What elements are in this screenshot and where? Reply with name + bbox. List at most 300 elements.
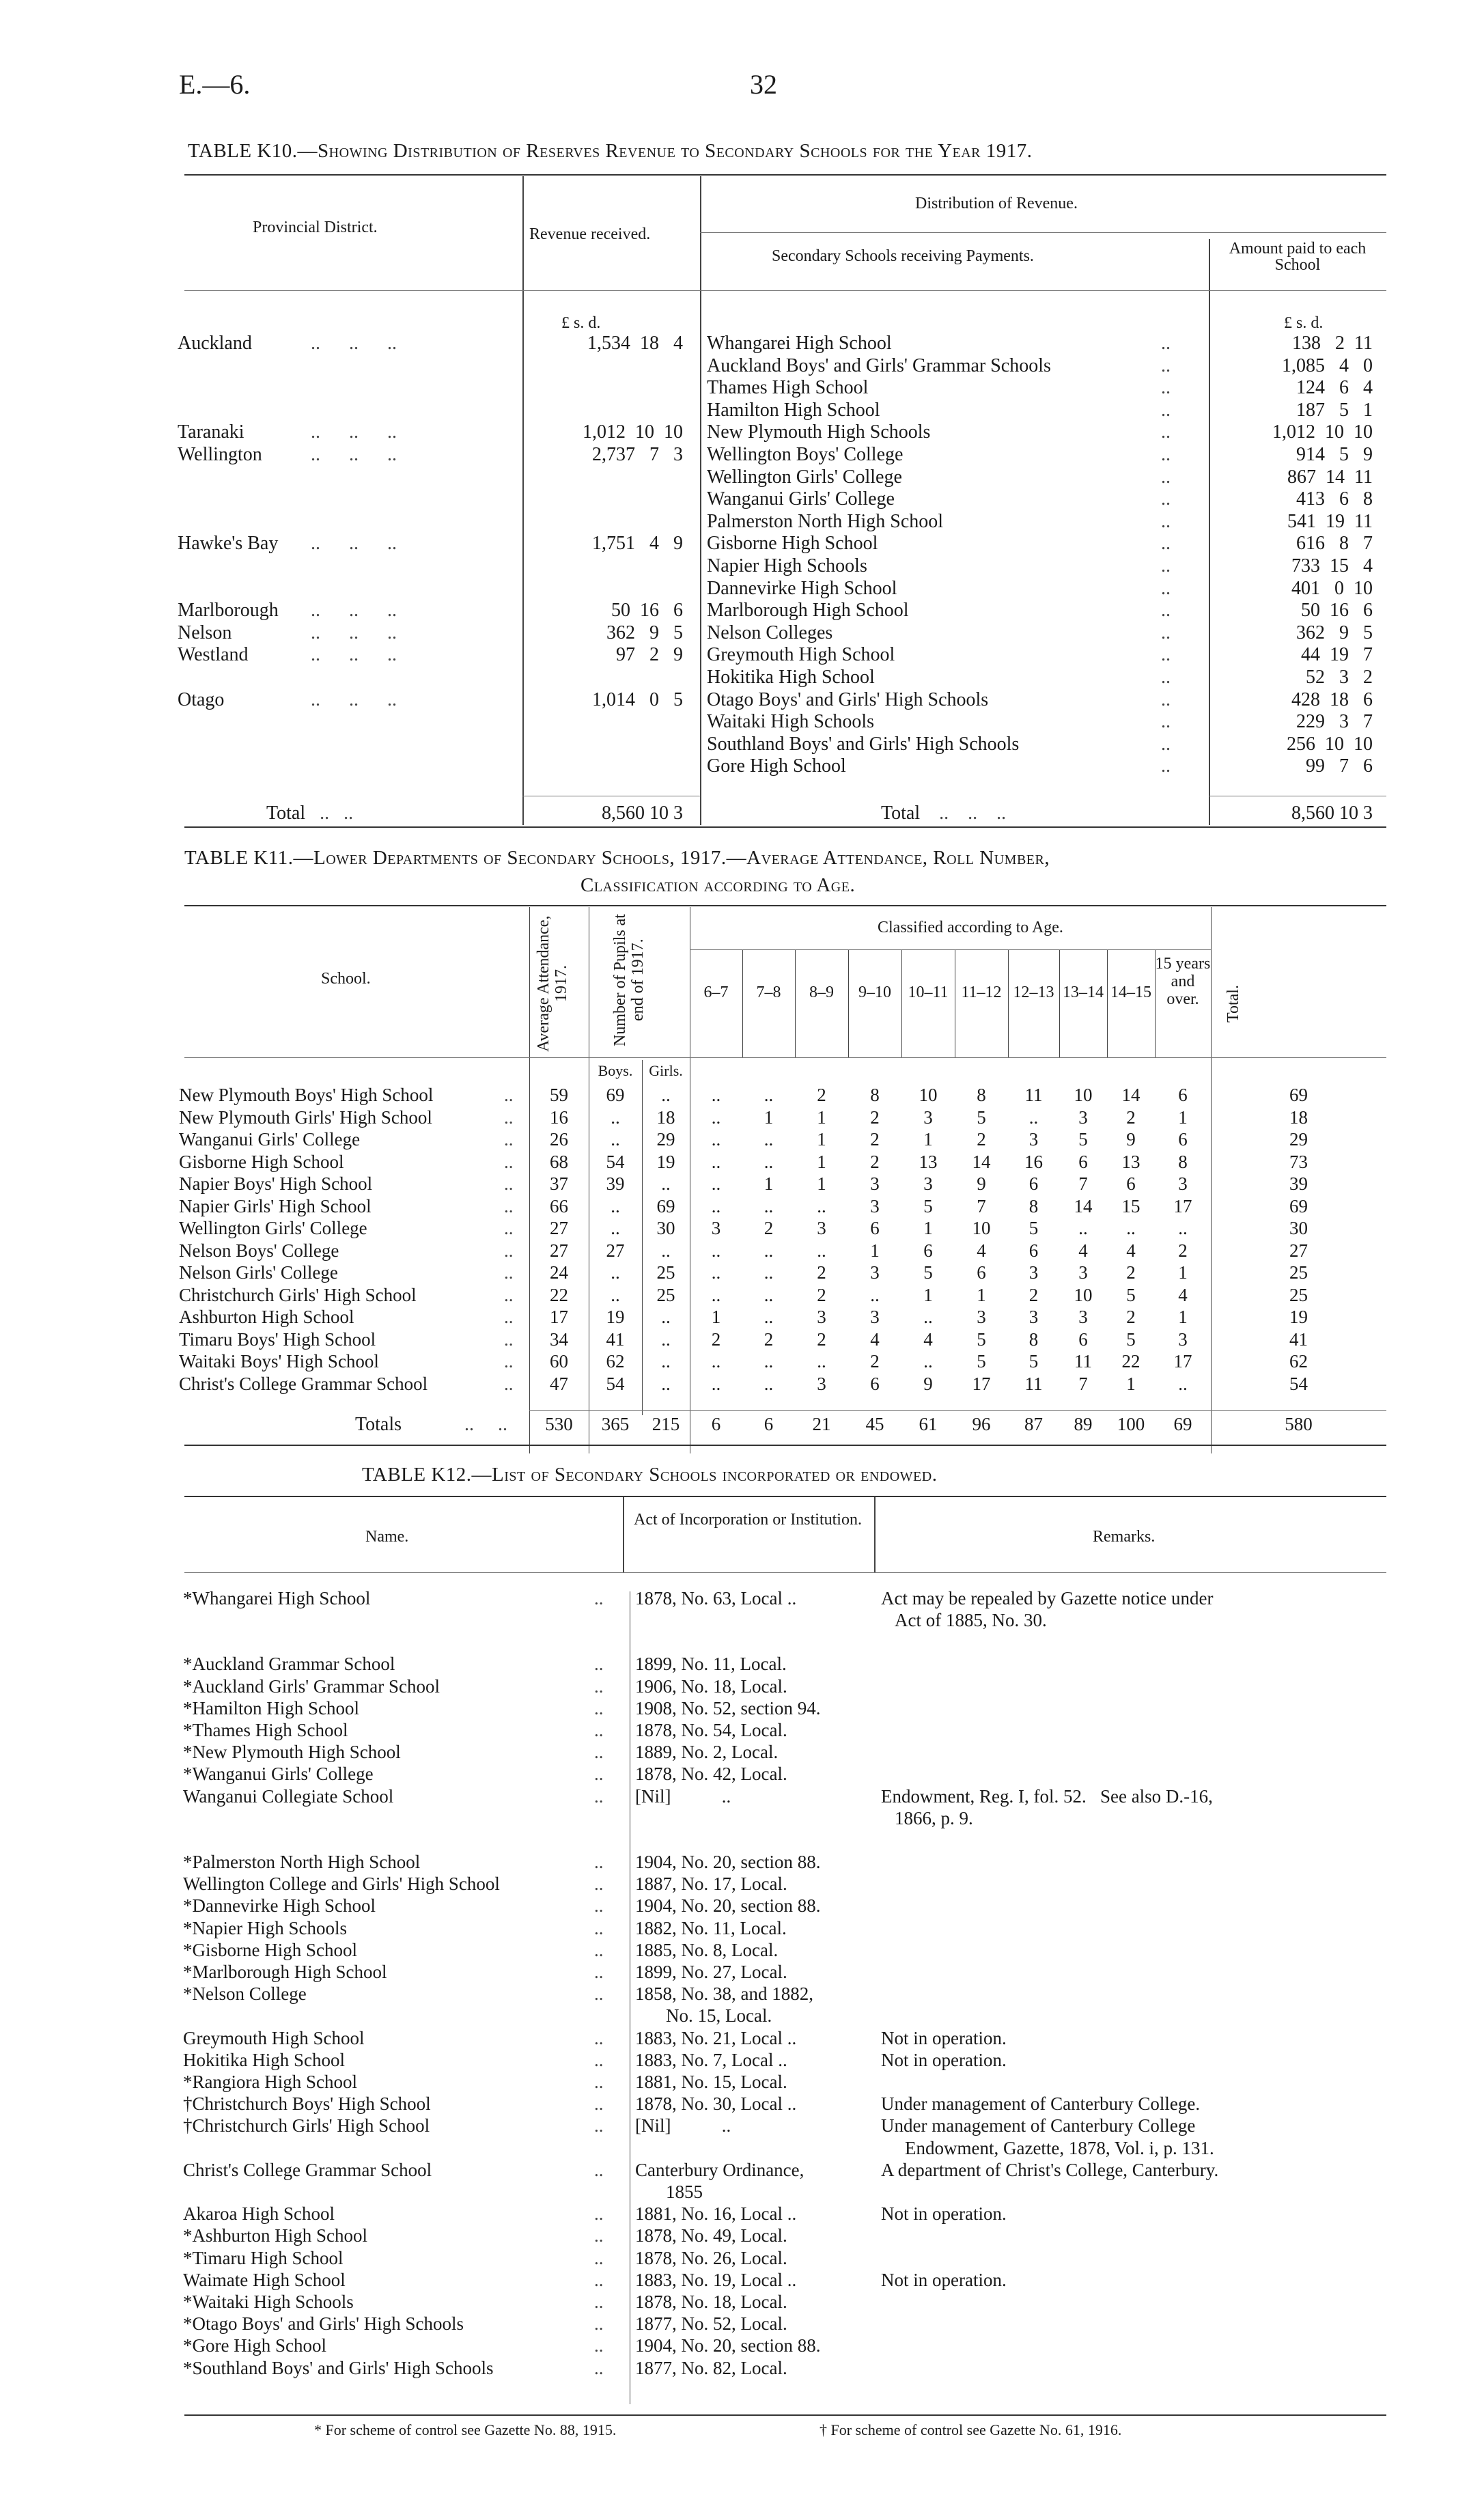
k11-age-value: 5	[1078, 1129, 1088, 1150]
k12-leader-dots: ..	[594, 2049, 604, 2070]
k11-age-value: ..	[764, 1240, 774, 1261]
k10-school-amount: 44 19 7	[1301, 644, 1373, 666]
k11-age-value: ..	[711, 1195, 721, 1216]
k11-age-value: 1	[1126, 1373, 1136, 1394]
k12-act: 1908, No. 52, section 94.	[635, 1697, 821, 1718]
k10-school-name: Wanganui Girls' College	[707, 488, 895, 510]
k12-leader-dots: ..	[594, 1785, 604, 1807]
k12-leader-dots: ..	[594, 2313, 604, 2335]
k11-avg: 59	[550, 1085, 568, 1105]
k11-age-value: ..	[711, 1129, 721, 1150]
k12-school-name: †Christchurch Boys' High School	[183, 2093, 431, 2115]
k11-girls: 30	[656, 1218, 675, 1238]
k11-header-age: 13–14	[1063, 984, 1104, 1001]
k12-remark: Not in operation.	[881, 2027, 1007, 2048]
k11-boys: ..	[611, 1106, 620, 1128]
k10-school-amount: 1,085 4 0	[1282, 354, 1373, 376]
k10-district-revenue: 1,012 10 10	[583, 421, 683, 443]
k12-remark: Act of 1885, No. 30.	[895, 1610, 1047, 1631]
k11-total: 29	[1289, 1129, 1308, 1150]
k11-age-value: ..	[764, 1262, 774, 1283]
k11-age-value: 2	[764, 1328, 774, 1350]
k10-school-amount: 99 7 6	[1306, 755, 1373, 777]
k11-girls: ..	[661, 1240, 671, 1261]
k12-remark: A department of Christ's College, Canterbury.	[881, 2159, 1219, 2180]
k10-school-name: Napier High Schools	[707, 555, 867, 576]
k10-header-schools: Secondary Schools receiving Payments.	[772, 247, 1034, 265]
k11-age-value: 3	[977, 1307, 986, 1327]
k11-age-value: 2	[870, 1351, 880, 1371]
k12-remark: Under management of Canterbury College.	[881, 2093, 1201, 2115]
k10-district-name: Nelson	[178, 622, 232, 643]
k12-act: 1878, No. 42, Local.	[635, 1764, 787, 1785]
k11-age-value: 1	[764, 1106, 774, 1128]
k11-age-value: 2	[817, 1262, 826, 1283]
k11-total: 54	[1289, 1373, 1308, 1394]
k11-school-name: Wanganui Girls' College	[179, 1129, 361, 1150]
k12-leader-dots: ..	[594, 1742, 604, 1763]
k11-age-value: ..	[711, 1284, 721, 1305]
k11-age-value: ..	[1178, 1218, 1188, 1238]
k11-leader-dots: ..	[504, 1262, 514, 1283]
k11-age-value: ..	[923, 1351, 933, 1371]
k12-act: 1878, No. 63, Local ..	[635, 1588, 797, 1608]
k11-age-value: 3	[817, 1218, 826, 1238]
k12-school-name: Akaroa High School	[183, 2203, 335, 2225]
k12-act: 1883, No. 7, Local ..	[635, 2049, 787, 2070]
k11-totals-avg: 530	[545, 1414, 573, 1434]
k12-school-name: †Christchurch Girls' High School	[183, 2115, 430, 2136]
k12-act: 1878, No. 26, Local.	[635, 2247, 787, 2268]
k11-girls: ..	[661, 1351, 671, 1371]
k11-age-value: 2	[817, 1328, 826, 1350]
k11-age-col-rule	[848, 949, 849, 1057]
k12-school-name: *Whangarei High School	[183, 1588, 371, 1608]
k10-district-leader-dots: .. .. ..	[311, 533, 397, 555]
k10-school-amount: 124 6 4	[1296, 377, 1373, 399]
k11-age-value: ..	[711, 1151, 721, 1172]
k11-school-name: Waitaki Boys' High School	[179, 1351, 379, 1371]
k11-age-value: 1	[870, 1240, 880, 1261]
k11-total: 27	[1289, 1240, 1308, 1261]
k11-age-value: 17	[1173, 1351, 1192, 1371]
k10-school-name: Dannevirke High School	[707, 577, 897, 599]
k11-age-value: 11	[1074, 1351, 1092, 1371]
k12-leader-dots: ..	[594, 1939, 604, 1960]
k10-school-amount: 229 3 7	[1296, 711, 1373, 733]
k11-school-name: New Plymouth Girls' High School	[179, 1106, 432, 1128]
k11-age-value: 3	[870, 1195, 880, 1216]
k11-age-value: 8	[1178, 1151, 1188, 1172]
page-number: 32	[750, 69, 777, 100]
page-ref: E.—6.	[179, 69, 251, 100]
k10-school-amount: 914 5 9	[1296, 444, 1373, 465]
k11-age-value: 2	[1028, 1284, 1039, 1305]
k10-revenue-currency: £ s. d.	[561, 314, 601, 332]
k10-school-amount: 541 19 11	[1287, 510, 1373, 532]
k11-header-girls: Girls.	[649, 1062, 683, 1079]
k11-age-value: 1	[923, 1129, 933, 1150]
k11-avg: 26	[550, 1129, 568, 1150]
k12-leader-dots: ..	[594, 1764, 604, 1785]
k11-age-value: 8	[1028, 1328, 1039, 1350]
k11-age-value: 6	[923, 1240, 933, 1261]
k11-girls: 25	[656, 1284, 675, 1305]
k12-act: 1858, No. 38, and 1882,	[635, 1983, 813, 2005]
k11-age-value: 6	[1028, 1173, 1039, 1194]
k12-leader-dots: ..	[594, 2072, 604, 2092]
k11-school-name: Gisborne High School	[179, 1151, 344, 1172]
k10-title: TABLE K10.—Showing Distribution of Reserves Revenue to Secondary Schools for the Year 1917.	[188, 140, 1033, 162]
k11-boys: ..	[611, 1218, 620, 1238]
k10-district-revenue: 2,737 7 3	[592, 444, 683, 465]
k11-boys: 62	[606, 1351, 625, 1371]
k11-school-name: Napier Girls' High School	[179, 1195, 372, 1216]
k12-school-name: *Southland Boys' and Girls' High Schools	[183, 2357, 494, 2378]
k10-school-name: Nelson Colleges	[707, 622, 833, 643]
k11-age-value: ..	[817, 1195, 826, 1216]
k11-school-name: Ashburton High School	[179, 1307, 354, 1327]
k11-age-value: 4	[1178, 1284, 1188, 1305]
k11-age-value: 3	[1078, 1307, 1088, 1327]
k11-age-value: 11	[1024, 1373, 1043, 1394]
k11-age-value: ..	[764, 1151, 774, 1172]
k10-school-name: Wellington Boys' College	[707, 444, 904, 465]
k10-total-amount: 8,560 10 3	[1291, 803, 1373, 824]
k11-age-value: ..	[764, 1284, 774, 1305]
k12-leader-dots: ..	[594, 2115, 604, 2136]
k11-school-name: Christ's College Grammar School	[179, 1373, 428, 1394]
k11-age-value: ..	[764, 1195, 774, 1216]
k12-remark: Not in operation.	[881, 2203, 1007, 2225]
k11-school-name: Napier Boys' High School	[179, 1173, 373, 1194]
k10-school-leader-dots: ..	[1161, 667, 1171, 688]
k12-leader-dots: ..	[594, 1895, 604, 1917]
k10-school-name: Gore High School	[707, 755, 846, 777]
k11-avg: 16	[550, 1106, 568, 1128]
k11-age-value: 6	[1126, 1173, 1136, 1194]
k10-header-distribution: Distribution of Revenue.	[915, 195, 1078, 212]
k11-avg: 47	[550, 1373, 568, 1394]
k10-district-name: Wellington	[178, 444, 262, 465]
k11-leader-dots: ..	[504, 1106, 514, 1128]
k12-remark: Act may be repealed by Gazette notice under	[881, 1588, 1214, 1608]
k12-school-name: *Auckland Girls' Grammar School	[183, 1675, 440, 1697]
k12-act: 1878, No. 49, Local.	[635, 2225, 787, 2246]
k11-age-value: 2	[1126, 1307, 1136, 1327]
k11-school-name: Nelson Girls' College	[179, 1262, 338, 1283]
k12-school-name: *Thames High School	[183, 1720, 348, 1740]
k11-header-age: 11–12	[961, 984, 1002, 1001]
k10-district-revenue: 362 9 5	[606, 622, 683, 643]
k11-age-value: 6	[870, 1218, 880, 1238]
k11-age-value: 4	[1078, 1240, 1088, 1261]
k10-school-leader-dots: ..	[1161, 533, 1171, 555]
k11-age-value: 14	[972, 1151, 991, 1172]
k11-age-value: ..	[764, 1129, 774, 1150]
k12-act: 1889, No. 2, Local.	[635, 1742, 779, 1763]
k11-title-line1: TABLE K11.—Lower Departments of Secondary Schools, 1917.—Average Attendance, Roll Number,	[184, 847, 1050, 869]
k12-leader-dots: ..	[594, 2027, 604, 2048]
k11-age-value: 3	[1078, 1106, 1088, 1128]
k12-leader-dots: ..	[594, 2225, 604, 2246]
k11-age-value: 7	[1078, 1173, 1088, 1194]
k10-school-amount: 413 6 8	[1296, 488, 1373, 510]
k12-school-name: *Gisborne High School	[183, 1939, 357, 1960]
k12-school-name: *Auckland Grammar School	[183, 1654, 395, 1675]
k12-act: 1883, No. 21, Local ..	[635, 2027, 797, 2048]
k12-leader-dots: ..	[594, 1720, 604, 1740]
k11-girls: 25	[656, 1262, 675, 1283]
k11-age-value: 10	[1074, 1284, 1093, 1305]
k10-header-revenue: Revenue received.	[529, 225, 651, 243]
k12-leader-dots: ..	[594, 1917, 604, 1938]
k11-boys: 54	[606, 1151, 625, 1172]
k11-school-name: Wellington Girls' College	[179, 1218, 367, 1238]
k10-school-amount: 616 8 7	[1296, 533, 1373, 555]
k11-title-line2: Classification according to Age.	[580, 874, 856, 896]
k11-age-value: 5	[1028, 1218, 1039, 1238]
k11-totals-age: 21	[812, 1414, 831, 1434]
k11-age-value: 1	[711, 1307, 721, 1327]
k11-classified-rule	[690, 949, 1211, 950]
k12-school-name: *Hamilton High School	[183, 1697, 359, 1718]
k12-leader-dots: ..	[594, 2269, 604, 2290]
k11-age-value: 13	[919, 1151, 938, 1172]
k12-act: 1877, No. 82, Local.	[635, 2357, 787, 2378]
k11-age-value: 6	[977, 1262, 986, 1283]
k10-district-name: Auckland	[178, 333, 252, 354]
k11-header-school: School.	[321, 970, 371, 988]
k11-bottom-rule	[184, 1445, 1386, 1446]
k11-age-value: 6	[870, 1373, 880, 1394]
k11-age-value: ..	[764, 1373, 774, 1394]
k10-school-leader-dots: ..	[1161, 333, 1171, 354]
k11-age-value: 7	[977, 1195, 986, 1216]
k11-leader-dots: ..	[504, 1151, 514, 1172]
k11-school-name: Timaru Boys' High School	[179, 1328, 376, 1350]
k11-girls: 19	[656, 1151, 675, 1172]
k11-age-value: 4	[977, 1240, 986, 1261]
k11-age-value: ..	[817, 1351, 826, 1371]
k11-boys: 69	[606, 1085, 625, 1105]
k10-district-name: Otago	[178, 688, 225, 710]
k11-header-num: Number of Pupils at end of 1917.	[611, 914, 647, 1046]
k12-act: Canterbury Ordinance,	[635, 2159, 804, 2180]
k11-age-value: 10	[972, 1218, 991, 1238]
k12-school-name: *Waitaki High Schools	[183, 2292, 354, 2312]
k10-school-name: Hamilton High School	[707, 399, 880, 421]
k11-header-boys: Boys.	[598, 1062, 633, 1079]
k11-total: 73	[1289, 1151, 1308, 1172]
k11-age-value: 16	[1024, 1151, 1043, 1172]
k12-act: [Nil] ..	[635, 2115, 731, 2136]
k12-act: 1881, No. 16, Local ..	[635, 2203, 797, 2225]
k11-leader-dots: ..	[504, 1218, 514, 1238]
k11-age-value: 3	[817, 1373, 826, 1394]
k11-leader-dots: ..	[504, 1129, 514, 1150]
k11-age-value: 2	[1126, 1106, 1136, 1128]
k10-school-name: Gisborne High School	[707, 533, 878, 555]
k11-leader-dots: ..	[504, 1195, 514, 1216]
k12-school-name: Greymouth High School	[183, 2027, 365, 2048]
k11-total: 30	[1289, 1218, 1308, 1238]
k11-total: 18	[1289, 1106, 1308, 1128]
k11-leader-dots: ..	[504, 1328, 514, 1350]
k11-age-value: 5	[1126, 1284, 1136, 1305]
k10-district-leader-dots: .. .. ..	[311, 600, 397, 622]
k11-age-value: 1	[817, 1173, 826, 1194]
k12-school-name: Waimate High School	[183, 2269, 346, 2290]
k11-age-value: 1	[1178, 1262, 1188, 1283]
k11-boys: ..	[611, 1129, 620, 1150]
k11-leader-dots: ..	[504, 1085, 514, 1105]
k11-avg: 34	[550, 1328, 568, 1350]
k11-school-name: New Plymouth Boys' High School	[179, 1085, 434, 1105]
k10-school-amount: 187 5 1	[1296, 399, 1373, 421]
k12-remark: 1866, p. 9.	[895, 1807, 973, 1828]
k11-total: 25	[1289, 1262, 1308, 1283]
k10-school-name: Otago Boys' and Girls' High Schools	[707, 688, 989, 710]
k11-age-value: 1	[923, 1218, 933, 1238]
k12-act: No. 15, Local.	[666, 2005, 772, 2027]
k10-district-leader-dots: .. .. ..	[311, 444, 397, 465]
k10-school-name: New Plymouth High Schools	[707, 421, 931, 443]
k11-header-age: 9–10	[858, 984, 891, 1001]
k10-school-leader-dots: ..	[1161, 488, 1171, 510]
k12-header-name: Name.	[365, 1528, 409, 1546]
k11-boys: 27	[606, 1240, 625, 1261]
k11-age-value: ..	[1028, 1106, 1039, 1128]
k12-act: 1881, No. 15, Local.	[635, 2072, 787, 2092]
k11-school-name: Christchurch Girls' High School	[179, 1284, 417, 1305]
k12-leader-dots: ..	[594, 1874, 604, 1895]
k10-school-name: Hokitika High School	[707, 667, 875, 688]
k12-act: 1904, No. 20, section 88.	[635, 1895, 821, 1917]
k11-age-value: 9	[1126, 1129, 1136, 1150]
k10-district-revenue: 97 2 9	[616, 644, 683, 666]
k10-school-amount: 50 16 6	[1301, 600, 1373, 622]
k11-age-value: 1	[977, 1284, 986, 1305]
k10-district-name: Marlborough	[178, 600, 279, 622]
k10-school-leader-dots: ..	[1161, 399, 1171, 421]
k10-school-leader-dots: ..	[1161, 755, 1171, 777]
k10-school-name: Auckland Boys' and Girls' Grammar Schools	[707, 354, 1051, 376]
k11-girls: ..	[661, 1328, 671, 1350]
k11-totals-age: 6	[764, 1414, 774, 1434]
k11-totals-age: 45	[865, 1414, 884, 1434]
k11-age-value: ..	[711, 1173, 721, 1194]
k11-age-value: 4	[870, 1328, 880, 1350]
k12-act: 1883, No. 19, Local ..	[635, 2269, 797, 2290]
k12-act: 1885, No. 8, Local.	[635, 1939, 779, 1960]
k11-total: 25	[1289, 1284, 1308, 1305]
k10-school-leader-dots: ..	[1161, 688, 1171, 710]
k11-boys: 39	[606, 1173, 625, 1194]
k11-avg: 24	[550, 1262, 568, 1283]
k11-avg: 66	[550, 1195, 568, 1216]
k11-total: 39	[1289, 1173, 1308, 1194]
k11-school-name: Nelson Boys' College	[179, 1240, 339, 1261]
k11-avg: 60	[550, 1351, 568, 1371]
k11-header-bottom-rule	[184, 1057, 1386, 1058]
k12-school-name: *Marlborough High School	[183, 1962, 387, 1982]
k11-age-value: 2	[977, 1129, 986, 1150]
k11-totals-dots: .. ..	[464, 1414, 507, 1435]
k10-school-name: Waitaki High Schools	[707, 711, 875, 733]
k11-totals-age: 87	[1024, 1414, 1043, 1434]
k11-girls: ..	[661, 1373, 671, 1394]
k10-school-amount: 401 0 10	[1291, 577, 1373, 599]
k11-avg: 22	[550, 1284, 568, 1305]
k11-age-value: 1	[764, 1173, 774, 1194]
k12-school-name: *Otago Boys' and Girls' High Schools	[183, 2313, 464, 2335]
k11-totals-rule	[529, 1410, 1386, 1411]
k12-header-act: Act of Incorporation or Institution.	[634, 1511, 862, 1529]
k10-school-amount: 362 9 5	[1296, 622, 1373, 643]
k10-school-name: Southland Boys' and Girls' High Schools	[707, 733, 1020, 755]
k10-district-leader-dots: .. .. ..	[311, 622, 397, 643]
k11-age-value: 5	[923, 1262, 933, 1283]
k11-age-value: 11	[1024, 1085, 1043, 1105]
k12-act: 1887, No. 17, Local.	[635, 1874, 787, 1895]
k11-age-value: 3	[1178, 1173, 1188, 1194]
k11-age-value: 2	[817, 1284, 826, 1305]
k11-age-value: 6	[1178, 1085, 1188, 1105]
k11-age-value: 9	[977, 1173, 986, 1194]
k12-leader-dots: ..	[594, 2247, 604, 2268]
k12-remark: Endowment, Reg. I, fol. 52. See also D.-16,	[881, 1785, 1213, 1807]
k12-act: 1878, No. 54, Local.	[635, 1720, 787, 1740]
k12-remark: Not in operation.	[881, 2269, 1007, 2290]
k11-age-value: 3	[1028, 1129, 1039, 1150]
k11-totals-age: 96	[972, 1414, 991, 1434]
k11-age-value: 3	[711, 1218, 721, 1238]
k11-age-value: 8	[977, 1085, 986, 1105]
k10-district-revenue: 1,014 0 5	[592, 688, 683, 710]
k11-leader-dots: ..	[504, 1284, 514, 1305]
k10-district-revenue: 1,751 4 9	[592, 533, 683, 555]
k11-age-col-rule	[742, 949, 743, 1057]
k12-act: 1878, No. 18, Local.	[635, 2292, 787, 2312]
k11-age-value: 4	[1126, 1240, 1136, 1261]
k10-district-revenue: 1,534 18 4	[587, 333, 683, 354]
k12-school-name: *Ashburton High School	[183, 2225, 367, 2246]
k11-age-value: ..	[923, 1307, 933, 1327]
k11-girls: 29	[656, 1129, 675, 1150]
k11-age-value: 5	[1028, 1351, 1039, 1371]
k11-age-value: 10	[919, 1085, 938, 1105]
k11-age-value: ..	[711, 1240, 721, 1261]
k11-girls: 69	[656, 1195, 675, 1216]
k10-school-leader-dots: ..	[1161, 622, 1171, 643]
k12-act: 1882, No. 11, Local.	[635, 1917, 787, 1938]
k11-age-value: 3	[923, 1173, 933, 1194]
k11-leader-dots: ..	[504, 1307, 514, 1327]
k10-school-name: Whangarei High School	[707, 333, 892, 354]
k11-age-value: ..	[711, 1373, 721, 1394]
k11-age-value: 2	[870, 1151, 880, 1172]
k10-school-leader-dots: ..	[1161, 600, 1171, 622]
k11-totals-boys: 365	[601, 1414, 630, 1434]
k11-age-value: 3	[923, 1106, 933, 1128]
k11-header-age: 8–9	[809, 984, 834, 1001]
k10-school-amount: 1,012 10 10	[1272, 421, 1373, 443]
k10-school-leader-dots: ..	[1161, 510, 1171, 532]
k11-age-value: 1	[923, 1284, 933, 1305]
k12-school-name: *Timaru High School	[183, 2247, 344, 2268]
k10-school-leader-dots: ..	[1161, 733, 1171, 755]
